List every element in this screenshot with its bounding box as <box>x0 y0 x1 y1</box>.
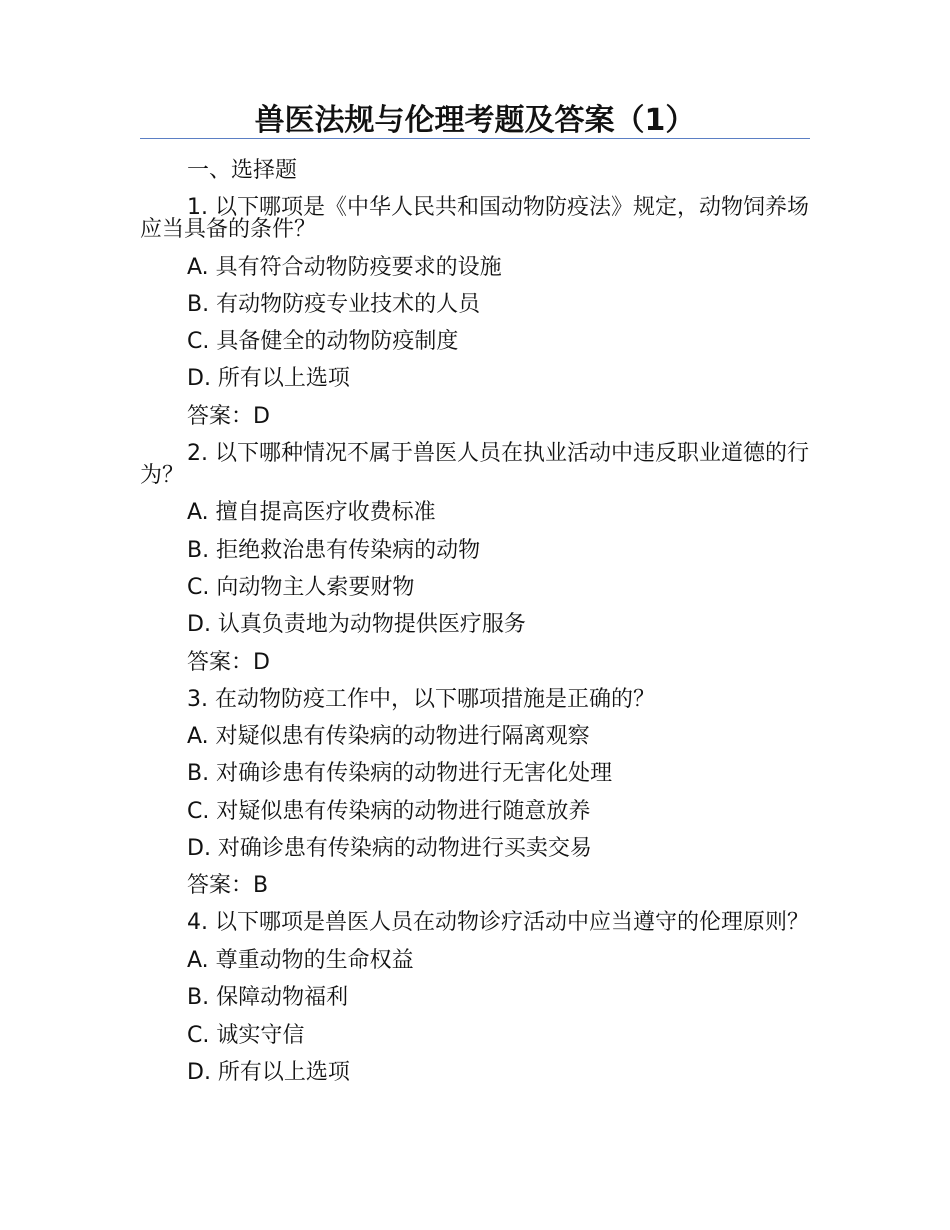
option-a: A. 具有符合动物防疫要求的设施 <box>187 254 502 280</box>
option-b: B. 有动物防疫专业技术的人员 <box>187 291 481 317</box>
option-d: D. 所有以上选项 <box>187 1059 350 1085</box>
option-b: B. 对确诊患有传染病的动物进行无害化处理 <box>187 761 613 787</box>
document-title: 兽医法规与伦理考题及答案（1） <box>254 103 696 138</box>
question-text: 2. 以下哪种情况不属于兽医人员在执业活动中违反职业道德的行为？ <box>140 440 809 488</box>
option-a: A. 尊重动物的生命权益 <box>187 947 414 973</box>
option-c: C. 诚实守信 <box>187 1022 305 1048</box>
question-block-1 <box>140 189 812 435</box>
option-c: C. 具备健全的动物防疫制度 <box>187 329 459 355</box>
option-b: B. 拒绝救治患有传染病的动物 <box>187 537 481 563</box>
option-a: A. 对疑似患有传染病的动物进行隔离观察 <box>187 724 590 750</box>
question-block-3 <box>140 681 812 905</box>
question-text: 4. 以下哪项是兽医人员在动物诊疗活动中应当遵守的伦理原则？ <box>187 910 809 936</box>
question-text: 1. 以下哪项是《中华人民共和国动物防疫法》规定，动物饲养场应当具备的条件？ <box>140 194 809 242</box>
question-block-2 <box>140 435 812 681</box>
option-c: C. 对疑似患有传染病的动物进行随意放养 <box>187 798 591 824</box>
question-block-4 <box>140 905 812 1091</box>
section-heading: 一、选择题 <box>187 158 298 183</box>
option-b: B. 保障动物福利 <box>187 985 349 1011</box>
option-c: C. 向动物主人索要财物 <box>187 574 415 600</box>
answer-line: 答案：D <box>187 403 270 429</box>
option-d: D. 所有以上选项 <box>187 366 350 392</box>
answer-line: 答案：B <box>187 873 269 899</box>
option-d: D. 对确诊患有传染病的动物进行买卖交易 <box>187 836 592 862</box>
document-body <box>140 152 812 1091</box>
title-underline <box>140 138 810 139</box>
answer-line: 答案：D <box>187 649 270 675</box>
option-a: A. 擅自提高医疗收费标准 <box>187 500 436 526</box>
question-text: 3. 在动物防疫工作中，以下哪项措施是正确的？ <box>187 686 655 712</box>
option-d: D. 认真负责地为动物提供医疗服务 <box>187 612 526 638</box>
